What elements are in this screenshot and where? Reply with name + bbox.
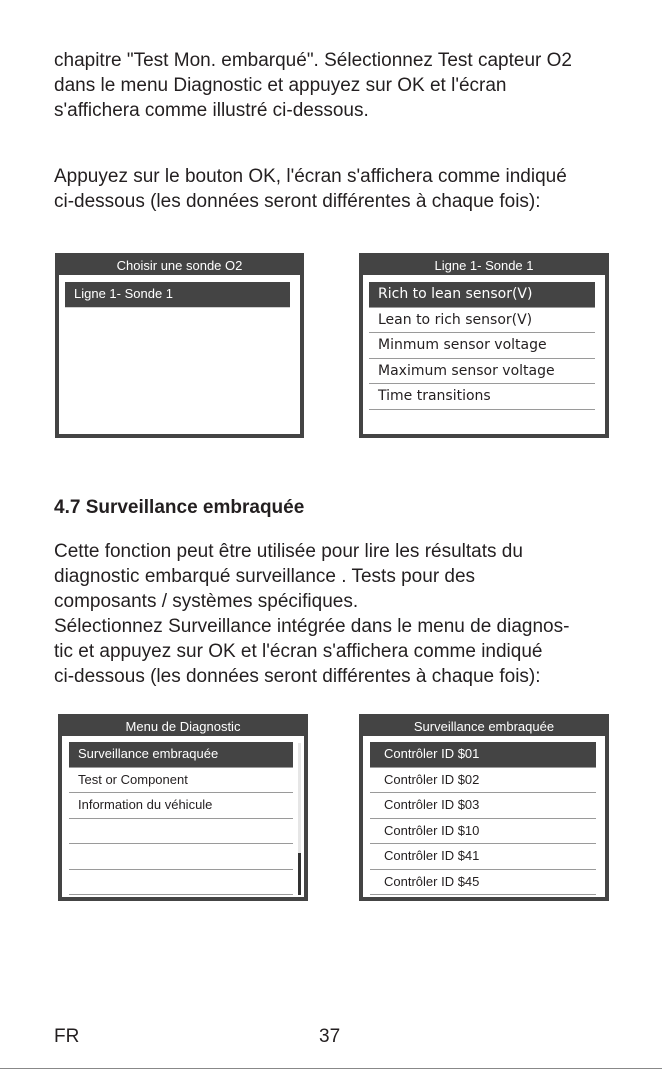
screen-title: Ligne 1- Sonde 1 <box>363 257 605 275</box>
menu-item[interactable]: Time transitions <box>369 384 595 410</box>
menu-item-empty <box>69 844 293 870</box>
text-line: ci-dessous (les données seront différentes à chaque fois): <box>54 666 541 687</box>
menu-item-empty <box>69 819 293 845</box>
text-line: Appuyez sur le bouton OK, l'écran s'affichera comme indiqué <box>54 166 567 187</box>
intro-paragraph <box>54 48 572 123</box>
menu-item-selected[interactable]: Surveillance embraquée <box>69 742 293 768</box>
screen-title: Menu de Diagnostic <box>62 718 304 736</box>
bottom-divider <box>0 1068 662 1069</box>
menu-list <box>65 282 290 308</box>
text-line: dans le menu Diagnostic et appuyez sur OK et l'écran <box>54 75 507 96</box>
menu-item[interactable]: Contrôler ID $41 <box>370 844 596 870</box>
scrollbar[interactable] <box>298 743 301 895</box>
text-line: Cette fonction peut être utilisée pour lire les résultats du <box>54 541 523 562</box>
screen-title: Choisir une sonde O2 <box>59 257 300 275</box>
onboard-monitor-screen <box>359 714 609 901</box>
footer-language: FR <box>54 1026 80 1047</box>
menu-list <box>69 742 293 895</box>
menu-item-selected[interactable]: Ligne 1- Sonde 1 <box>65 282 290 308</box>
menu-item-selected[interactable]: Contrôler ID $01 <box>370 742 596 768</box>
menu-item[interactable]: Contrôler ID $03 <box>370 793 596 819</box>
menu-item[interactable]: Contrôler ID $02 <box>370 768 596 794</box>
text-line: s'affichera comme illustré ci-dessous. <box>54 100 369 121</box>
diagnostic-menu-screen <box>58 714 308 901</box>
text-line: chapitre "Test Mon. embarqué". Sélectionnez Test capteur O2 <box>54 50 572 71</box>
o2-sensor-select-screen <box>55 253 304 438</box>
text-line: diagnostic embarqué surveillance . Tests pour des <box>54 566 476 587</box>
menu-item[interactable]: Test or Component <box>69 768 293 794</box>
menu-list <box>369 282 595 410</box>
section-heading: 4.7 Surveillance embraquée <box>54 497 305 518</box>
menu-item-empty <box>69 870 293 896</box>
text-line: Sélectionnez Surveillance intégrée dans le menu de diagnos- <box>54 616 570 637</box>
menu-item[interactable]: Contrôler ID $10 <box>370 819 596 845</box>
text-line: ci-dessous (les données seront différentes à chaque fois): <box>54 191 541 212</box>
text-line: tic et appuyez sur OK et l'écran s'affichera comme indiqué <box>54 641 543 662</box>
text-line: composants / systèmes spécifiques. <box>54 591 359 612</box>
menu-item[interactable]: Contrôler ID $45 <box>370 870 596 896</box>
page-number: 37 <box>319 1026 341 1047</box>
menu-item-selected[interactable]: Rich to lean sensor(V) <box>369 282 595 308</box>
menu-item[interactable]: Lean to rich sensor(V) <box>369 308 595 334</box>
menu-item[interactable]: Maximum sensor voltage <box>369 359 595 385</box>
screen-title: Surveillance embraquée <box>363 718 605 736</box>
scrollbar-thumb[interactable] <box>298 853 301 895</box>
o2-sensor-test-screen <box>359 253 609 438</box>
instruction-paragraph <box>54 164 567 214</box>
menu-list <box>370 742 596 895</box>
menu-item[interactable]: Information du véhicule <box>69 793 293 819</box>
description-paragraph <box>54 539 569 689</box>
menu-item[interactable]: Minmum sensor voltage <box>369 333 595 359</box>
